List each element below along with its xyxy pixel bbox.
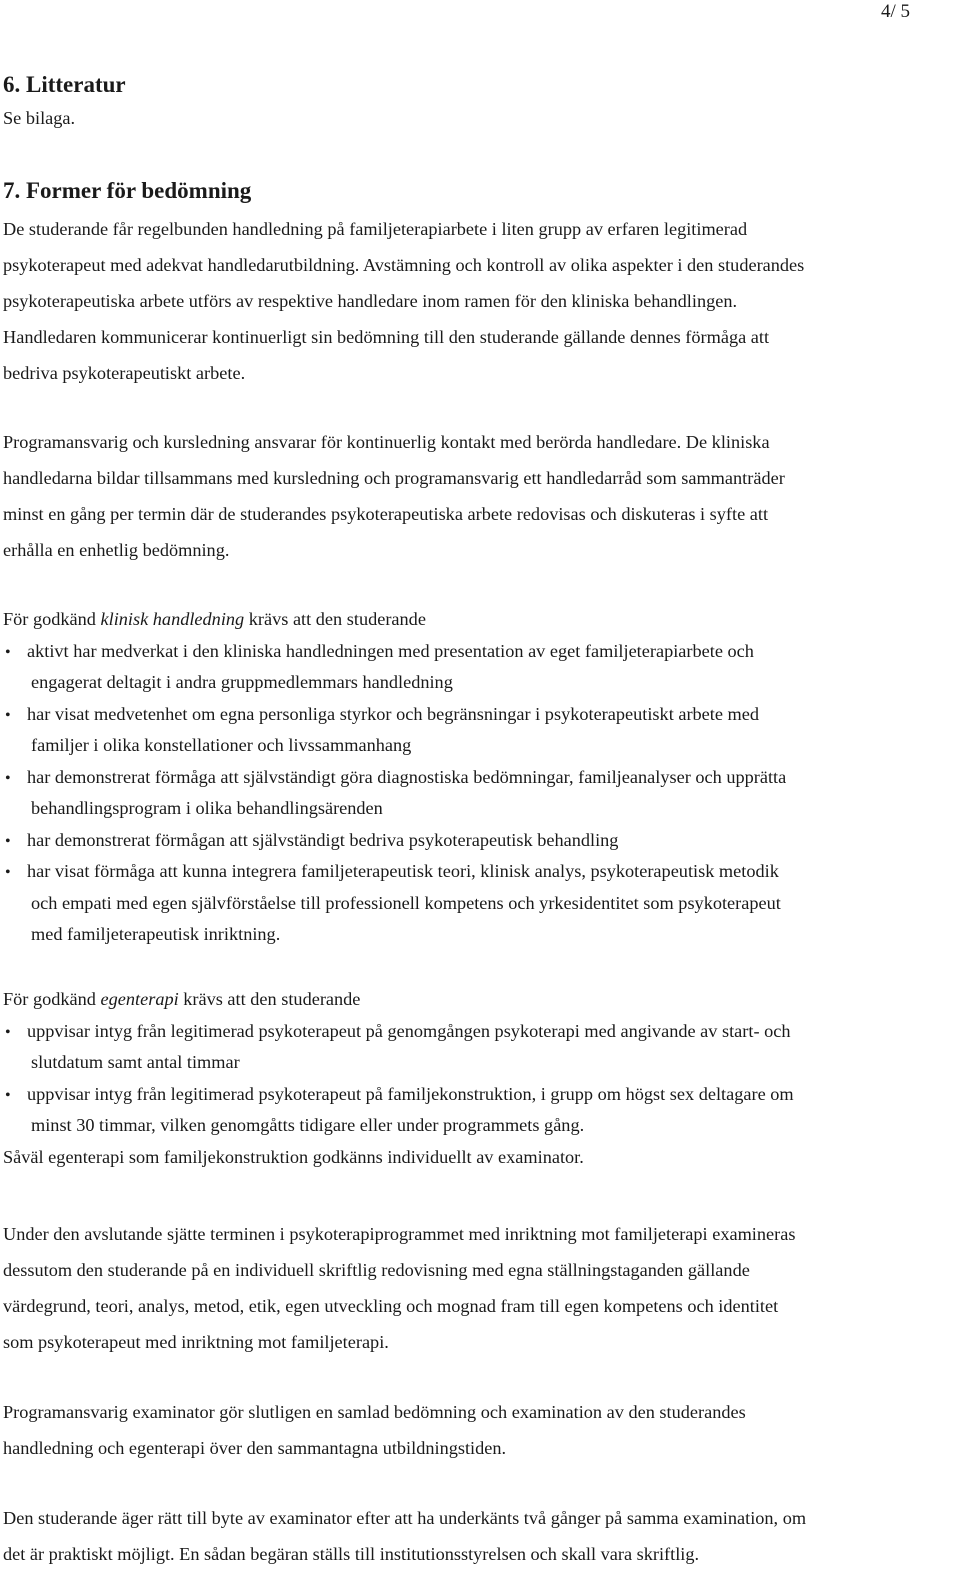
- page-number: 4/ 5: [881, 1, 911, 22]
- list-item: • uppvisar intyg från legitimerad psykoterapeut på familjekonstruktion, i grupp om högst sex deltagare om: [3, 1079, 955, 1111]
- bullet-icon: •: [5, 864, 11, 881]
- text-line: handledning och egenterapi över den sammantagna utbildningstiden.: [3, 1438, 507, 1458]
- bullet-icon: •: [5, 706, 11, 724]
- text-line: det är praktiskt möjligt. En sådan begäran ställs till institutionsstyrelsen och skall vara skriftlig.: [3, 1544, 700, 1564]
- section-6-heading: 6. Litteratur: [3, 72, 126, 97]
- text-line: dessutom den studerande på en individuell skriftlig redovisning med egna ställningstaganden gällande: [3, 1260, 750, 1280]
- bullet-icon: •: [5, 643, 11, 661]
- list-item-continuation: minst 30 timmar, vilken genomgåtts tidigare eller under programmets gång.: [31, 1115, 585, 1135]
- criteria-closing: Såväl egenterapi som familjekonstruktion godkänns individuellt av examinator.: [3, 1146, 584, 1167]
- text-line: Programansvarig och kursledning ansvarar för kontinuerlig kontakt med berörda handledare. De kliniska: [3, 432, 770, 452]
- text-line: psykoterapeutiska arbete utförs av respektive handledare inom ramen för den kliniska behandlingen.: [3, 291, 738, 311]
- list-item: • aktivt har medverkat i den kliniska handledningen med presentation av eget familjeterapiarbete och: [3, 636, 955, 668]
- paragraph-supervision: [3, 211, 955, 391]
- paragraph-final-term: [3, 1216, 955, 1360]
- list-item: • har demonstrerat förmåga att självständigt göra diagnostiska bedömningar, familjeanalyser och upprätta: [3, 762, 955, 794]
- paragraph-examiner: [3, 1394, 955, 1466]
- list-item-continuation: engagerat deltagit i andra gruppmedlemmars handledning: [31, 672, 453, 692]
- bullet-icon: •: [5, 832, 11, 850]
- bullet-icon: •: [5, 1023, 11, 1041]
- paragraph-supervisor-council: [3, 424, 955, 568]
- text-line: psykoterapeut med adekvat handledarutbildning. Avstämning och kontroll av olika aspekter i den studerandes: [3, 255, 805, 275]
- section-7-heading: 7. Former för bedömning: [3, 178, 252, 203]
- list-item-continuation: familjer i olika konstellationer och livssammanhang: [31, 735, 412, 755]
- criteria-intro: För godkänd egenterapi krävs att den studerande: [3, 989, 361, 1009]
- personal-therapy-criteria: [3, 984, 955, 1173]
- clinical-supervision-criteria: [3, 604, 955, 951]
- list-item-continuation: slutdatum samt antal timmar: [31, 1052, 240, 1072]
- text-line: De studerande får regelbunden handledning på familjeterapiarbete i liten grupp av erfaren legitimerad: [3, 219, 748, 239]
- list-item: • har demonstrerat förmågan att självständigt bedriva psykoterapeutisk behandling: [3, 825, 955, 857]
- emphasis: klinisk handledning: [100, 609, 245, 629]
- list-item-continuation: och empati med egen självförståelse till professionell kompetens och yrkesidentitet som psykoterapeut: [31, 892, 781, 913]
- list-item-continuation: behandlingsprogram i olika behandlingsärenden: [31, 798, 383, 818]
- list-item: • har visat förmåga att kunna integrera familjeterapeutisk teori, klinisk analys, psykoterapeutisk metodik: [3, 856, 955, 888]
- text-line: Den studerande äger rätt till byte av examinator efter att ha underkänts två gånger på samma examination, om: [3, 1508, 807, 1528]
- paragraph-examiner-change: [3, 1500, 955, 1572]
- bullet-icon: •: [5, 769, 11, 787]
- text-line: erhålla en enhetlig bedömning.: [3, 540, 230, 560]
- emphasis: egenterapi: [100, 989, 179, 1009]
- text-line: bedriva psykoterapeutiskt arbete.: [3, 363, 246, 383]
- text-line: handledarna bildar tillsammans med kursledning och programansvarig ett handledarråd som sammanträder: [3, 468, 785, 488]
- section-6-body: [3, 100, 955, 136]
- list-item: • har visat medvetenhet om egna personliga styrkor och begränsningar i psykoterapeutiskt arbete med: [3, 699, 955, 731]
- bullet-icon: •: [5, 1086, 11, 1104]
- list-item-continuation: med familjeterapeutisk inriktning.: [31, 924, 281, 944]
- text-line: Handledaren kommunicerar kontinuerligt sin bedömning till den studerande gällande dennes förmåga att: [3, 327, 770, 347]
- text-line: värdegrund, teori, analys, metod, etik, egen utveckling och mognad fram till egen kompetens och identitet: [3, 1296, 779, 1316]
- text-line: Se bilaga.: [3, 108, 76, 128]
- text-line: Programansvarig examinator gör slutligen en samlad bedömning och examination av den studerandes: [3, 1402, 746, 1422]
- list-item: • uppvisar intyg från legitimerad psykoterapeut på genomgången psykoterapi med angivande av start- och: [3, 1016, 955, 1048]
- text-line: Under den avslutande sjätte terminen i psykoterapiprogrammet med inriktning mot familjeterapi examineras: [3, 1224, 796, 1244]
- criteria-intro: För godkänd klinisk handledning krävs att den studerande: [3, 609, 426, 629]
- text-line: minst en gång per termin där de studerandes psykoterapeutiska arbete redovisas och diskuteras i syfte att: [3, 504, 769, 524]
- text-line: som psykoterapeut med inriktning mot familjeterapi.: [3, 1332, 389, 1352]
